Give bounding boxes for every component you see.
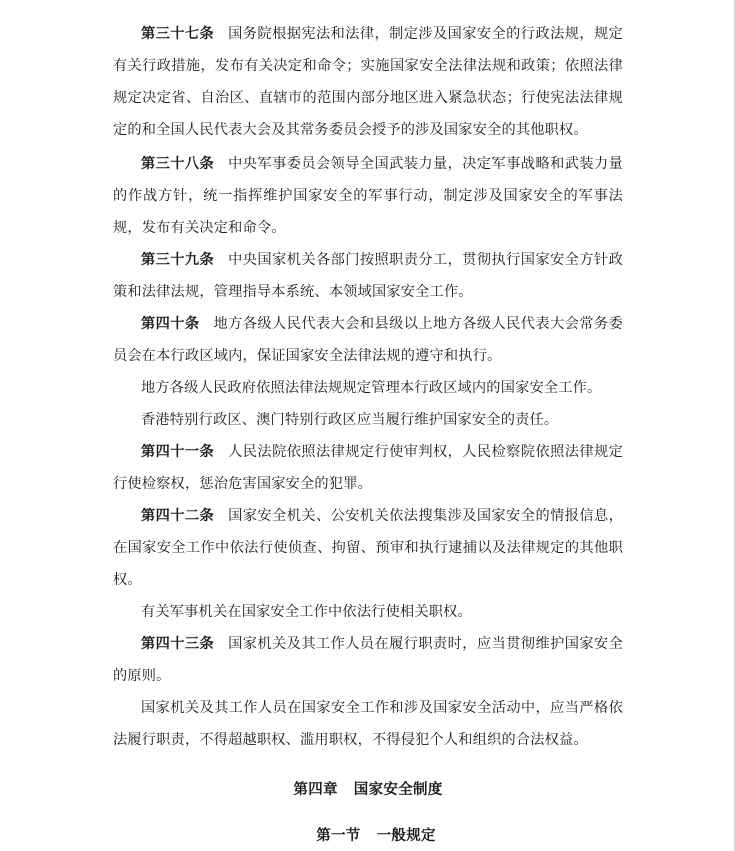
article-43-paragraph-2 — [113, 692, 623, 756]
paragraph-text: 香港特别行政区、澳门特别行政区应当履行维护国家安全的责任。 — [141, 412, 559, 428]
article-40-paragraph-2 — [113, 372, 623, 404]
article-40 — [113, 308, 623, 372]
article-41 — [113, 436, 623, 500]
article-label: 第三十九条 — [141, 252, 215, 268]
article-label: 第四十条 — [141, 316, 200, 332]
article-37 — [113, 18, 623, 146]
article-text: 中央国家机关各部门按照职责分工，贯彻执行国家安全方针政策和法律法规，管理指导本系统、本领域国家安全工作。 — [113, 252, 623, 300]
chapter-heading — [0, 778, 736, 799]
article-label: 第三十七条 — [141, 26, 215, 42]
article-40-paragraph-3 — [113, 404, 623, 436]
paragraph-text: 国家机关及其工作人员在国家安全工作和涉及国家安全活动中，应当严格依法履行职责，不得超越职权、滥用职权，不得侵犯个人和组织的合法权益。 — [113, 700, 623, 748]
article-text: 国家安全机关、公安机关依法搜集涉及国家安全的情报信息，在国家安全工作中依法行使侦查、拘留、预审和执行逮捕以及法律规定的其他职权。 — [113, 508, 623, 588]
article-42-paragraph-2 — [113, 596, 623, 628]
section-title: 一般规定 — [376, 827, 436, 844]
article-text: 人民法院依照法律规定行使审判权，人民检察院依照法律规定行使检察权，惩治危害国家安全的犯罪。 — [113, 444, 623, 492]
paragraph-text: 有关军事机关在国家安全工作中依法行使相关职权。 — [141, 604, 472, 620]
chapter-title: 国家安全制度 — [353, 781, 443, 798]
article-text: 中央军事委员会领导全国武装力量，决定军事战略和武装力量的作战方针，统一指挥维护国家安全的军事行动，制定涉及国家安全的军事法规，发布有关决定和命令。 — [113, 156, 623, 236]
article-39 — [113, 244, 623, 308]
article-label: 第四十三条 — [141, 636, 215, 652]
chapter-number: 第四章 — [293, 781, 338, 798]
article-text: 国家机关及其工作人员在履行职责时，应当贯彻维护国家安全的原则。 — [113, 636, 623, 684]
article-label: 第四十二条 — [141, 508, 215, 524]
section-heading — [0, 824, 736, 845]
article-text: 国务院根据宪法和法律，制定涉及国家安全的行政法规，规定有关行政措施，发布有关决定和命令；实施国家安全法律法规和政策；依照法律规定决定省、自治区、直辖市的范围内部分地区进入紧急状态；行使宪法法律规定的和全国人民代表大会及其常务委员会授予的涉及国家安全的其他职权。 — [113, 26, 623, 138]
article-label: 第四十一条 — [141, 444, 215, 460]
article-43 — [113, 628, 623, 692]
article-38 — [113, 148, 623, 244]
article-text: 地方各级人民代表大会和县级以上地方各级人民代表大会常务委员会在本行政区域内，保证国家安全法律法规的遵守和执行。 — [113, 316, 623, 364]
section-number: 第一节 — [316, 827, 361, 844]
article-label: 第三十八条 — [141, 156, 215, 172]
article-42 — [113, 500, 623, 596]
paragraph-text: 地方各级人民政府依照法律法规规定管理本行政区域内的国家安全工作。 — [141, 380, 602, 396]
